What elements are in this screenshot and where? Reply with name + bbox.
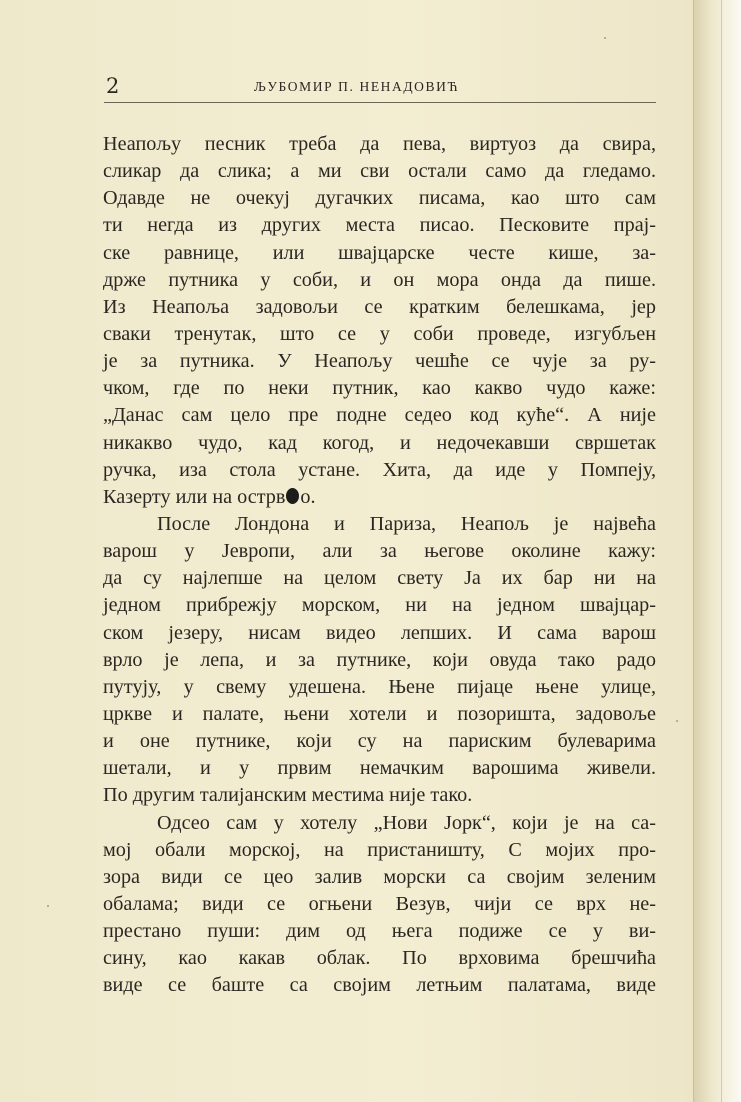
paper-speck — [676, 720, 678, 722]
text-line: сину, као какав облак. По врховима брешчића — [103, 947, 656, 970]
text-line: сликар да слика; а ми сви остали само да гледамо. — [103, 160, 656, 183]
text-fragment: Казерту или на острв — [103, 485, 286, 508]
page-edge-shadow — [693, 0, 741, 1102]
text-line: никакво чудо, кад когод, и недочекавши свршетак — [103, 431, 656, 454]
text-line: путују, у свему удешена. Њене пијаце њене улице, — [103, 675, 656, 698]
text-line: једном прибрежју морском, ни на једном швајцар- — [103, 594, 656, 617]
text-line: „Данас сам цело пре подне седео код куће“. А није — [103, 404, 656, 427]
text-line: По другим талијанским местима није тако. — [103, 784, 473, 807]
text-line: сваки тренутак, што се у соби проведе, изгубљен — [103, 322, 656, 345]
text-line: обалама; види се огњени Везув, чији се врх не- — [103, 892, 656, 915]
text-line: цркве и палате, њени хотели и позоришта, задовоље — [103, 702, 656, 725]
text-line: После Лондона и Париза, Неапољ је највећа — [157, 512, 656, 535]
text-line: варош у Јевропи, али за његове околине кажу: — [103, 540, 656, 563]
text-line: ске равнице, или швајцарске честе кише, за- — [103, 241, 656, 264]
text-line: ском језеру, нисам видео лепших. И сама варош — [103, 621, 656, 644]
text-line-with-ink-blot — [103, 484, 656, 511]
text-line: Одавде не очекуј дугачких писама, као што сам — [103, 187, 656, 210]
paper-speck — [47, 905, 49, 907]
text-line: зора види се цео залив морски са својим зеленим — [103, 865, 656, 888]
header-rule — [104, 102, 656, 103]
ink-blot — [286, 488, 299, 504]
text-line: Неапољу песник треба да пева, виртуоз да свира, — [103, 133, 656, 155]
text-line: и оне путнике, који су на париским булеварима — [103, 730, 656, 753]
paper-speck — [604, 37, 606, 39]
page-fold-line — [721, 0, 722, 1102]
text-line: држе путника у соби, и он мора онда да пише. — [103, 268, 656, 291]
text-line: ручка, иза стола устане. Хита, да иде у Помпеју, — [103, 458, 656, 481]
text-line: виде се баште са својим летњим палатама, виде — [103, 974, 656, 997]
page-number: 2 — [106, 74, 120, 98]
running-title: ЉУБОМИР П. НЕНАДОВИЋ — [254, 79, 460, 94]
text-line: Из Неапоља задовољи се кратким белешкама, јер — [103, 295, 656, 318]
text-line: је за путника. У Неапољу чешће се чује за ру- — [103, 350, 656, 373]
text-line: да су најлепше на целом свету Ја их бар ни на — [103, 567, 656, 590]
body-text — [103, 131, 656, 1000]
page-header — [104, 70, 656, 104]
text-line: престано пуши: дим од њега подиже се у ви- — [103, 920, 656, 943]
text-line: врло је лепа, и за путнике, који овуда тако радо — [103, 648, 656, 671]
text-line: шетали, и у првим немачким варошима живели. — [103, 757, 656, 780]
text-fragment: о. — [300, 485, 316, 508]
text-line: Одсео сам у хотелу „Нови Јорк“, који је на са- — [157, 811, 656, 834]
text-line: ти негда из других места писао. Песковите прај- — [103, 214, 656, 237]
text-line: мој обали морској, на пристаништу, С мојих про- — [103, 838, 656, 861]
text-line: чком, где по неки путник, као какво чудо каже: — [103, 377, 656, 400]
